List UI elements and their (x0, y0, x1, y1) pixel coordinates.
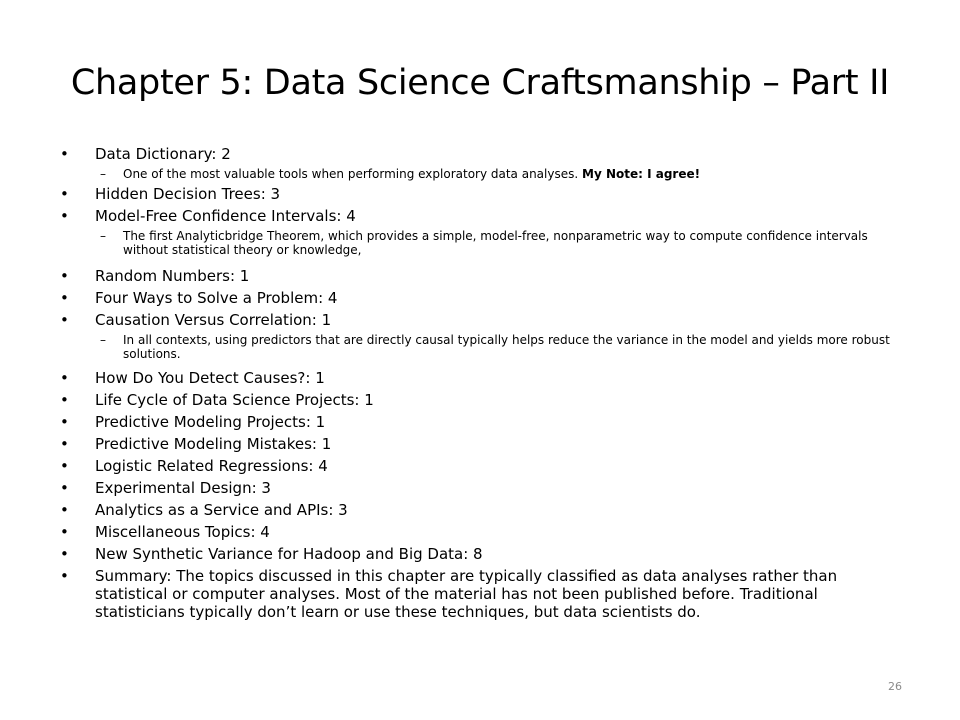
item-text: Experimental Design: 3 (95, 479, 271, 497)
bullet-list (60, 145, 900, 625)
item-text: Predictive Modeling Mistakes: 1 (95, 435, 332, 453)
bullet-icon: • (60, 523, 69, 541)
list-item (60, 435, 900, 453)
item-text: Analytics as a Service and APIs: 3 (95, 501, 348, 519)
dash-icon: – (100, 167, 106, 181)
list-item (60, 523, 900, 541)
bullet-icon: • (60, 267, 69, 285)
bullet-icon: • (60, 289, 69, 307)
list-item (60, 369, 900, 387)
bullet-icon: • (60, 479, 69, 497)
bullet-icon: • (60, 567, 69, 585)
bullet-icon: • (60, 457, 69, 475)
bullet-icon: • (60, 145, 69, 163)
bullet-icon: • (60, 435, 69, 453)
list-item (60, 311, 900, 329)
bullet-icon: • (60, 185, 69, 203)
slide-title: Chapter 5: Data Science Craftsmanship – Part II (70, 63, 890, 103)
list-item (60, 185, 900, 203)
list-item (60, 289, 900, 307)
list-item (60, 501, 900, 519)
bullet-icon: • (60, 391, 69, 409)
list-item (60, 545, 900, 563)
bullet-icon: • (60, 311, 69, 329)
item-text: Hidden Decision Trees: 3 (95, 185, 281, 203)
bullet-icon: • (60, 501, 69, 519)
list-item (60, 479, 900, 497)
dash-icon: – (100, 333, 106, 347)
sub-item-text: The first Analyticbridge Theorem, which provides a simple, model-free, nonparametric way to compute confidence intervals without statistical theory or knowledge, (123, 229, 868, 257)
item-text: Model-Free Confidence Intervals: 4 (95, 207, 356, 225)
item-text: Summary: The topics discussed in this chapter are typically classified as data analyses rather than statistical or computer analyses. Most of the material has not been published before. Traditional statisticians typically don’t learn or use these techniques, but data scientists do. (95, 567, 838, 621)
sub-item-text: One of the most valuable tools when performing exploratory data analyses. (123, 167, 579, 181)
sub-item (60, 167, 900, 181)
item-text: Causation Versus Correlation: 1 (95, 311, 332, 329)
item-text: Four Ways to Solve a Problem: 4 (95, 289, 338, 307)
item-text: Predictive Modeling Projects: 1 (95, 413, 326, 431)
item-text: Life Cycle of Data Science Projects: 1 (95, 391, 374, 409)
item-text: How Do You Detect Causes?: 1 (95, 369, 325, 387)
sub-item (60, 229, 900, 257)
item-text: Data Dictionary: 2 (95, 145, 231, 163)
sub-item-bold-note: My Note: I agree! (582, 167, 701, 181)
bullet-icon: • (60, 207, 69, 225)
list-item (60, 267, 900, 285)
list-item (60, 391, 900, 409)
item-text: Logistic Related Regressions: 4 (95, 457, 328, 475)
page-number: 26 (888, 680, 902, 693)
dash-icon: – (100, 229, 106, 243)
item-text: Miscellaneous Topics: 4 (95, 523, 270, 541)
list-item (60, 457, 900, 475)
bullet-icon: • (60, 413, 69, 431)
sub-item-text: In all contexts, using predictors that are directly causal typically helps reduce the variance in the model and yields more robust solutions. (123, 333, 890, 361)
list-item (60, 207, 900, 225)
bullet-icon: • (60, 545, 69, 563)
item-text: New Synthetic Variance for Hadoop and Big Data: 8 (95, 545, 483, 563)
bullet-icon: • (60, 369, 69, 387)
list-item (60, 145, 900, 163)
list-item (60, 413, 900, 431)
list-item-summary (60, 567, 900, 621)
sub-item (60, 333, 900, 361)
item-text: Random Numbers: 1 (95, 267, 250, 285)
